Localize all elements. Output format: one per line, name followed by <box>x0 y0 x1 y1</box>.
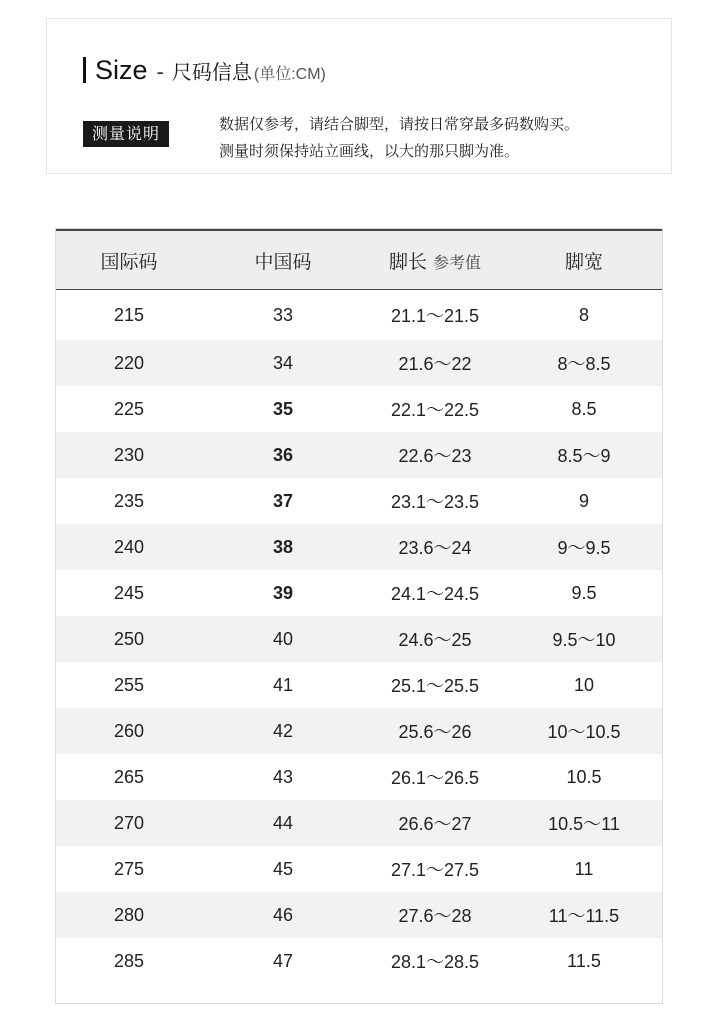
cell-foot-width: 11.5 <box>567 950 601 971</box>
cell-china-size: 43 <box>272 766 294 787</box>
header-intl-size: 国际码 <box>100 250 158 273</box>
table-row <box>56 386 662 432</box>
cell-intl-size: 235 <box>113 490 145 511</box>
header-china-size: 中国码 <box>254 250 312 273</box>
table-body <box>56 290 662 1003</box>
cell-foot-width: 9.5～10 <box>552 630 616 650</box>
cell-intl-size: 265 <box>113 766 145 787</box>
cell-china-size: 40 <box>272 628 294 649</box>
cell-foot-width: 8～8.5 <box>557 354 611 374</box>
table-row <box>56 340 662 386</box>
cell-intl-size: 280 <box>113 904 145 925</box>
table-row <box>56 662 662 708</box>
cell-intl-size: 270 <box>113 812 145 833</box>
cell-foot-length: 26.6～27 <box>398 814 472 834</box>
table-row <box>56 892 662 938</box>
cell-intl-size: 260 <box>113 720 145 741</box>
measure-notes <box>219 111 579 165</box>
cell-foot-width: 8.5～9 <box>557 446 611 466</box>
table-row <box>56 800 662 846</box>
cell-foot-width: 11 <box>574 858 594 879</box>
cell-foot-length: 25.6～26 <box>398 722 472 742</box>
cell-china-size: 42 <box>272 720 294 741</box>
cell-foot-length: 27.1～27.5 <box>390 860 480 880</box>
measure-note-line-2: 测量时须保持站立画线，以大的那只脚为准。 <box>219 142 520 160</box>
cell-foot-length: 23.1～23.5 <box>390 492 480 512</box>
cell-intl-size: 230 <box>113 444 145 465</box>
cell-intl-size: 275 <box>113 858 145 879</box>
cell-foot-width: 10.5 <box>566 766 602 787</box>
header-foot-length <box>364 247 506 274</box>
cell-foot-length: 25.1～25.5 <box>390 676 480 696</box>
cell-china-size: 36 <box>272 444 294 465</box>
cell-foot-length: 22.1～22.5 <box>390 400 480 420</box>
cell-foot-width: 10～10.5 <box>547 722 621 742</box>
cell-china-size: 37 <box>272 490 294 511</box>
table-row <box>56 524 662 570</box>
cell-intl-size: 245 <box>113 582 145 603</box>
measure-badge: 测量说明 <box>83 121 169 147</box>
cell-china-size: 35 <box>272 398 294 419</box>
header-foot-length-sub: 参考值 <box>433 252 482 272</box>
table-row <box>56 570 662 616</box>
table-row <box>56 846 662 892</box>
title-dash: - <box>156 59 164 84</box>
cell-foot-width: 9～9.5 <box>557 538 611 558</box>
cell-foot-width: 9 <box>578 490 589 511</box>
cell-china-size: 45 <box>272 858 294 879</box>
table-row <box>56 708 662 754</box>
title-chinese: 尺码信息 <box>171 60 252 84</box>
table-row <box>56 754 662 800</box>
table-row <box>56 938 662 984</box>
table-row <box>56 478 662 524</box>
cell-foot-width: 9.5 <box>571 582 597 603</box>
size-table <box>55 228 663 1004</box>
cell-foot-width: 8.5 <box>571 398 597 419</box>
cell-foot-width: 11～11.5 <box>548 906 620 926</box>
cell-foot-width: 10.5～11 <box>548 814 620 834</box>
measure-note-line-1: 数据仅参考，请结合脚型，请按日常穿最多码数购买。 <box>219 115 580 133</box>
cell-china-size: 44 <box>272 812 294 833</box>
cell-china-size: 33 <box>272 304 294 325</box>
title-english: Size <box>95 55 148 85</box>
size-title <box>83 53 326 86</box>
cell-intl-size: 220 <box>113 352 145 373</box>
cell-foot-length: 21.1～21.5 <box>390 306 480 326</box>
cell-foot-length: 24.1～24.5 <box>390 584 480 604</box>
cell-intl-size: 250 <box>113 628 145 649</box>
table-row <box>56 616 662 662</box>
title-accent-bar <box>83 57 86 83</box>
size-info-card <box>46 18 672 174</box>
cell-intl-size: 225 <box>113 398 145 419</box>
cell-china-size: 41 <box>272 674 294 695</box>
header-foot-length-label: 脚长 <box>388 250 427 273</box>
cell-china-size: 47 <box>272 950 294 971</box>
cell-intl-size: 240 <box>113 536 145 557</box>
title-unit: (单位:CM) <box>253 66 326 83</box>
cell-foot-width: 8 <box>578 304 589 325</box>
table-row <box>56 432 662 478</box>
cell-foot-length: 22.6～23 <box>398 446 472 466</box>
table-row <box>56 290 662 340</box>
cell-china-size: 34 <box>272 352 294 373</box>
cell-foot-length: 28.1～28.5 <box>390 952 480 972</box>
table-header <box>56 229 662 290</box>
cell-foot-width: 10 <box>573 674 595 695</box>
cell-intl-size: 285 <box>113 950 145 971</box>
cell-china-size: 39 <box>272 582 294 603</box>
cell-foot-length: 24.6～25 <box>398 630 472 650</box>
cell-intl-size: 255 <box>113 674 145 695</box>
cell-foot-length: 27.6～28 <box>398 906 472 926</box>
cell-foot-length: 23.6～24 <box>398 538 472 558</box>
cell-foot-length: 21.6～22 <box>398 354 472 374</box>
header-foot-width: 脚宽 <box>564 250 603 273</box>
cell-foot-length: 26.1～26.5 <box>390 768 480 788</box>
cell-intl-size: 215 <box>113 304 145 325</box>
cell-china-size: 46 <box>272 904 294 925</box>
cell-china-size: 38 <box>272 536 294 557</box>
